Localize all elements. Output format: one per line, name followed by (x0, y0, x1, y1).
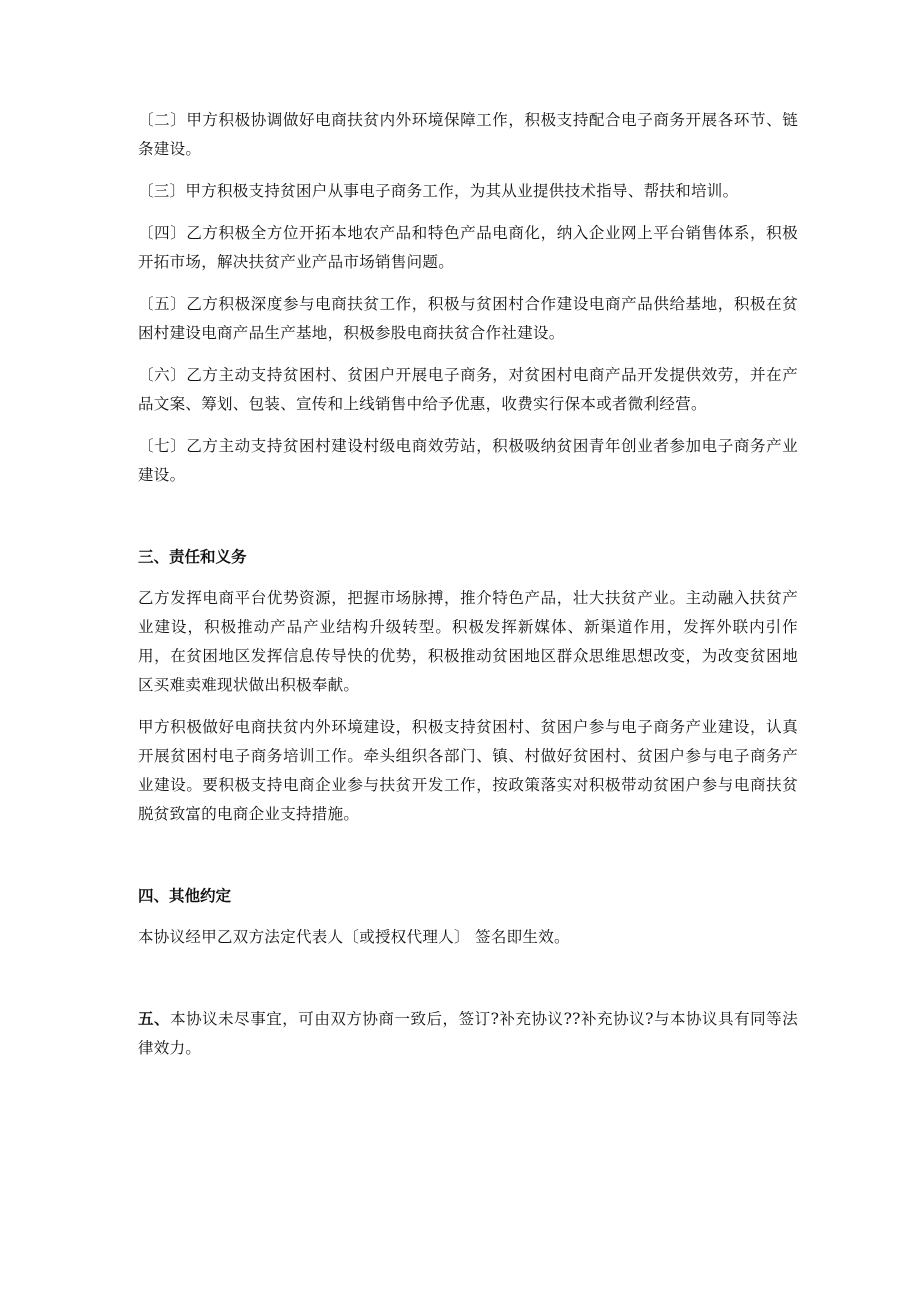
section-5-text: 本协议未尽事宜，可由双方协商一致后，签订?补充协议??补充协议?与本协议具有同等法律效力。 (138, 1010, 798, 1057)
clause-4: 〔四〕乙方积极全方位开拓本地农产品和特色产品电商化，纳入企业网上平台销售体系，积极开拓市场，解决扶贫产业产品市场销售问题。 (138, 224, 798, 271)
section-3-paragraph-2: 甲方积极做好电商扶贫内外环境建设，积极支持贫困村、贫困户参与电子商务产业建设，认真开展贫困村电子商务培训工作。牵头组织各部门、镇、村做好贫困村、贫困户参与电子商务产业建设。要积极支持电商企业参与扶贫开发工作，按政策落实对积极带动贫困户参与电商扶贫脱贫致富的电商企业支持措施。 (138, 718, 798, 823)
document-page (138, 106, 798, 1076)
clause-3: 〔三〕甲方积极支持贫困户从事电子商务工作，为其从业提供技术指导、帮扶和培训。 (138, 182, 739, 200)
clause-5: 〔五〕乙方积极深度参与电商扶贫工作，积极与贫困村合作建设电商产品供给基地，积极在贫困村建设电商产品生产基地，积极参股电商扶贫合作社建设。 (138, 295, 798, 342)
clause-6: 〔六〕乙方主动支持贫困村、贫困户开展电子商务，对贫困村电商产品开发提供效劳，并在产品文案、筹划、包装、宣传和上线销售中给予优惠，收费实行保本或者微利经营。 (138, 366, 798, 413)
section-4-heading: 四、其他约定 (138, 886, 232, 905)
clause-2: 〔二〕甲方积极协调做好电商扶贫内外环境保障工作，积极支持配合电子商务开展各环节、链条建设。 (138, 111, 798, 158)
section-5-heading: 五、 (138, 1009, 171, 1028)
section-3-paragraph-1: 乙方发挥电商平台优势资源，把握市场脉搏，推介特色产品，壮大扶贫产业。主动融入扶贫产业建设，积极推动产品产业结构升级转型。积极发挥新媒体、新渠道作用，发挥外联内引作用，在贫困地区发挥信息传导快的优势，积极推动贫困地区群众思维思想改变，为改变贫困地区买难卖难现状做出积极奉献。 (138, 589, 798, 694)
section-5-paragraph (138, 1004, 798, 1063)
section-3-heading: 三、责任和义务 (138, 547, 247, 566)
section-4-paragraph: 本协议经甲乙双方法定代表人〔或授权代理人〕 签名即生效。 (138, 928, 570, 946)
clause-7: 〔七〕乙方主动支持贫困村建设村级电商效劳站，积极吸纳贫困青年创业者参加电子商务产业建设。 (138, 437, 798, 484)
